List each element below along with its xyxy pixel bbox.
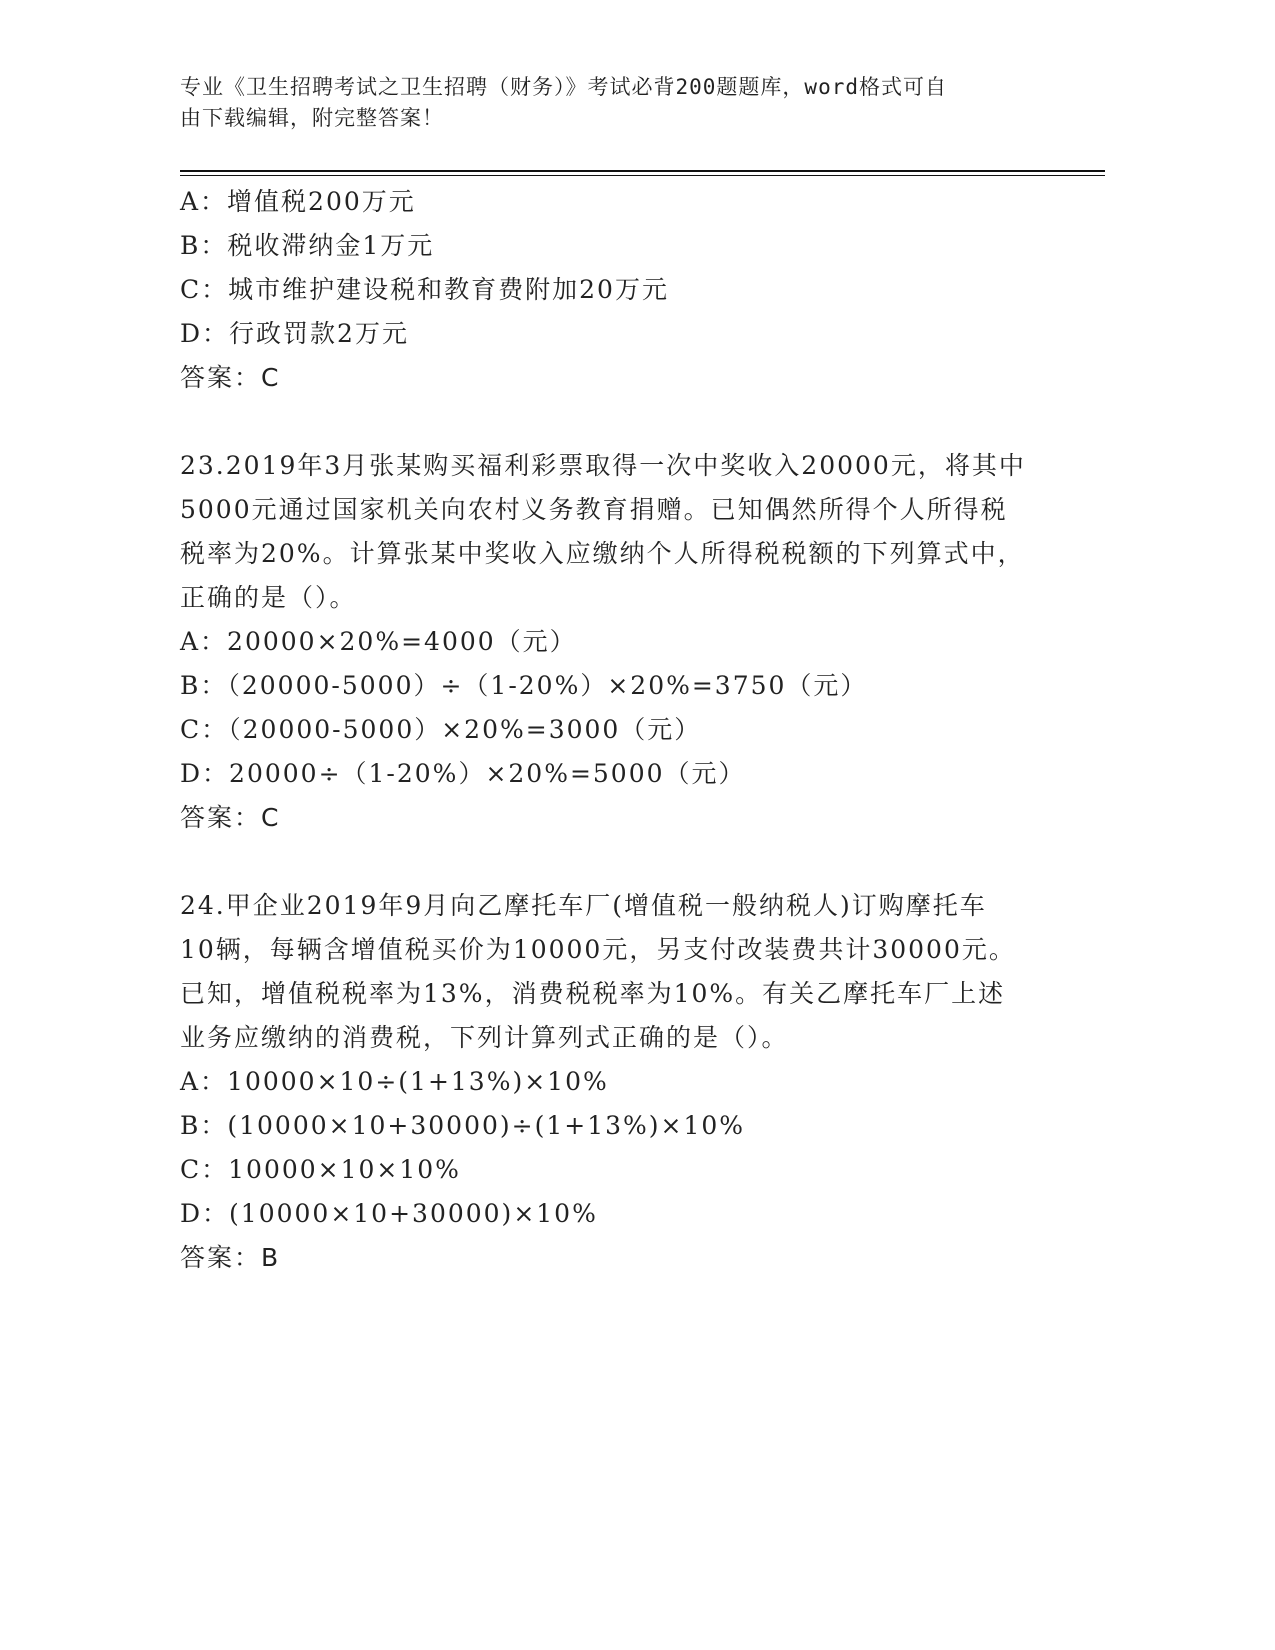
header-divider xyxy=(180,170,1105,172)
question-22 xyxy=(180,180,1040,400)
question-23 xyxy=(180,444,1040,840)
answer-label: 答案：B xyxy=(180,1243,281,1272)
option-d: D：(10000×10+30000)×10% xyxy=(180,1199,598,1228)
question-stem-line: 23.2019年3月张某购买福利彩票取得一次中奖收入20000元，将其中 xyxy=(180,451,1026,480)
option-a: A：10000×10÷(1+13%)×10% xyxy=(180,1067,609,1096)
option-a: A：20000×20%=4000（元） xyxy=(180,627,577,656)
question-stem-line: 业务应缴纳的消费税，下列计算列式正确的是（）。 xyxy=(180,1023,789,1052)
option-c: C：城市维护建设税和教育费附加20万元 xyxy=(180,275,669,304)
header-line-1: 专业《卫生招聘考试之卫生招聘（财务）》考试必背200题题库，word格式可自 xyxy=(180,75,947,99)
answer-label: 答案：C xyxy=(180,363,281,392)
option-b: B：（20000-5000）÷（1-20%）×20%=3750（元） xyxy=(180,671,868,700)
question-stem-line: 税率为20%。计算张某中奖收入应缴纳个人所得税税额的下列算式中， xyxy=(180,539,1025,568)
option-d: D：20000÷（1-20%）×20%=5000（元） xyxy=(180,759,746,788)
document-body xyxy=(180,180,1040,1280)
question-stem-line: 正确的是（）。 xyxy=(180,583,357,612)
document-header xyxy=(180,72,1060,134)
question-stem-line: 已知，增值税税率为13%，消费税税率为10%。有关乙摩托车厂上述 xyxy=(180,979,1006,1008)
spacer xyxy=(180,400,1040,444)
option-a: A：增值税200万元 xyxy=(180,187,416,216)
answer-label: 答案：C xyxy=(180,803,281,832)
header-line-2: 由下载编辑，附完整答案！ xyxy=(180,106,444,130)
question-stem-line: 10辆，每辆含增值税买价为10000元，另支付改装费共计30000元。 xyxy=(180,935,1016,964)
header-divider-thin xyxy=(180,175,1105,176)
option-b: B：(10000×10+30000)÷(1+13%)×10% xyxy=(180,1111,746,1140)
option-b: B：税收滞纳金1万元 xyxy=(180,231,435,260)
option-c: C：（20000-5000）×20%=3000（元） xyxy=(180,715,702,744)
question-24 xyxy=(180,884,1040,1280)
question-stem-line: 5000元通过国家机关向农村义务教育捐赠。已知偶然所得个人所得税 xyxy=(180,495,1008,524)
option-c: C：10000×10×10% xyxy=(180,1155,461,1184)
option-d: D：行政罚款2万元 xyxy=(180,319,409,348)
spacer xyxy=(180,840,1040,884)
question-stem-line: 24.甲企业2019年9月向乙摩托车厂(增值税一般纳税人)订购摩托车 xyxy=(180,891,987,920)
